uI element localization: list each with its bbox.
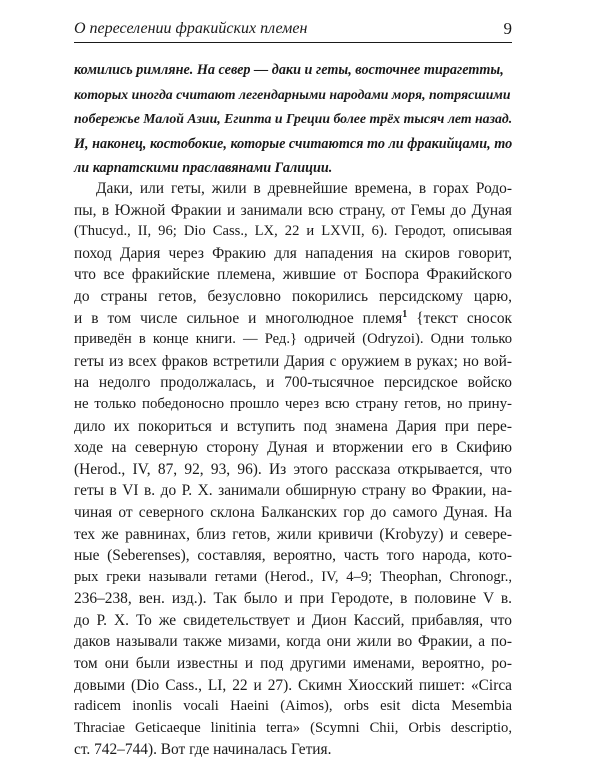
text-line: до страны гетов, безусловно покорились персидскому царю, — [74, 287, 512, 305]
text-fragment: {текст сносок — [407, 309, 512, 327]
text-line: тех же равнинах, близ гетов, жили кривичи (Krobyzy) и севере- — [74, 525, 512, 543]
text-line-with-footnote — [74, 308, 512, 330]
text-line: поход Дария через Фракию для нападения на скиров говорит, — [74, 244, 512, 262]
text-line: геты из всех фраков встретили Дария с оружием в руках; но вой- — [74, 352, 512, 370]
epigraph-line: комились римляне. На север — даки и геты, восточнее тирагетты, — [74, 62, 504, 78]
epigraph-line: И, наконец, костобокие, которые считаются то ли фракийцами, то — [74, 135, 513, 152]
epigraph-line: побережье Малой Азии, Египта и Греции более трёх тысяч лет назад. — [74, 111, 513, 126]
text-line: Thraciae Geticaeque linitinia terra» (Scymni Chii, Orbis descriptio, — [74, 719, 512, 736]
text-line: что все фракийские племена, жившие от Боспора Фракийского — [74, 266, 512, 284]
page-number: 9 — [503, 19, 512, 38]
text-line: на недолго продолжалась, и 700-тысячное персидское войско — [74, 374, 512, 392]
epigraph-line: ли карпатскими праславянами Галиции. — [74, 160, 333, 176]
text-line: ходе на северную сторону Дуная и вторжении его в Скифию — [74, 439, 512, 457]
text-line: не только победоносно прошло через всю страну гетов, но прину- — [74, 395, 512, 412]
text-line: том они были известны и под другими именами, вероятно, ро- — [74, 655, 512, 673]
running-head — [74, 18, 512, 42]
text-fragment: и в том числе сильное и многолюдное племя — [74, 309, 403, 327]
text-line: ные (Seberenses), составляя, вероятно, часть того народа, кото- — [74, 547, 512, 565]
header-rule — [74, 42, 512, 43]
body-text — [74, 178, 512, 761]
text-line: 236–238, вен. изд.). Так было и при Геродоте, в половине V в. — [74, 590, 512, 608]
footnote-marker: 1 — [402, 308, 408, 320]
text-line: рых греки называли гетами (Herod., IV, 4–9; Theophan, Chronogr., — [74, 568, 512, 585]
chapter-title: О переселении фракийских племен — [74, 20, 308, 37]
text-line: дило их покориться и вступить под знамена Дария при пере- — [74, 417, 512, 435]
text-line: до Р. Х. То же свидетельствует и Дион Кассий, прибавляя, что — [74, 611, 512, 629]
text-line: геты в VI в. до Р. Х. занимали обширную страну во Фракии, на- — [74, 482, 512, 500]
text-line: пы, в Южной Фракии и занимали всю страну, от Гемы до Дуная — [74, 201, 512, 219]
text-line: чиная от северного склона Балканских гор до самого Дуная. На — [74, 503, 512, 521]
text-line: довыми (Dio Cass., LI, 22 и 27). Скимн Хиосский пишет: «Circa — [74, 676, 512, 694]
text-line: даков называли также мизами, когда они жили во Фракии, а по- — [74, 633, 512, 651]
text-line: ст. 742–744). Вот где начиналась Гетия. — [74, 741, 332, 759]
text-line: Даки, или геты, жили в древнейшие времена, в горах Родо- — [96, 180, 512, 197]
text-line: приведён в конце книги. — Ред.} одричей (Odryzoi). Одни только — [74, 331, 512, 348]
text-line: radicem inonlis vocali Haeini (Aimos), orbs esit dicta Mesembia — [74, 698, 512, 715]
epigraph-line: которых иногда считают легендарными народами моря, потрясшими — [74, 86, 511, 102]
epigraph — [74, 58, 512, 181]
text-line: (Thucyd., II, 96; Dio Cass., LX, 22 и LXVII, 6). Геродот, описывая — [74, 223, 512, 240]
text-line: (Herod., IV, 87, 92, 93, 96). Из этого рассказа открывается, что — [74, 460, 512, 478]
